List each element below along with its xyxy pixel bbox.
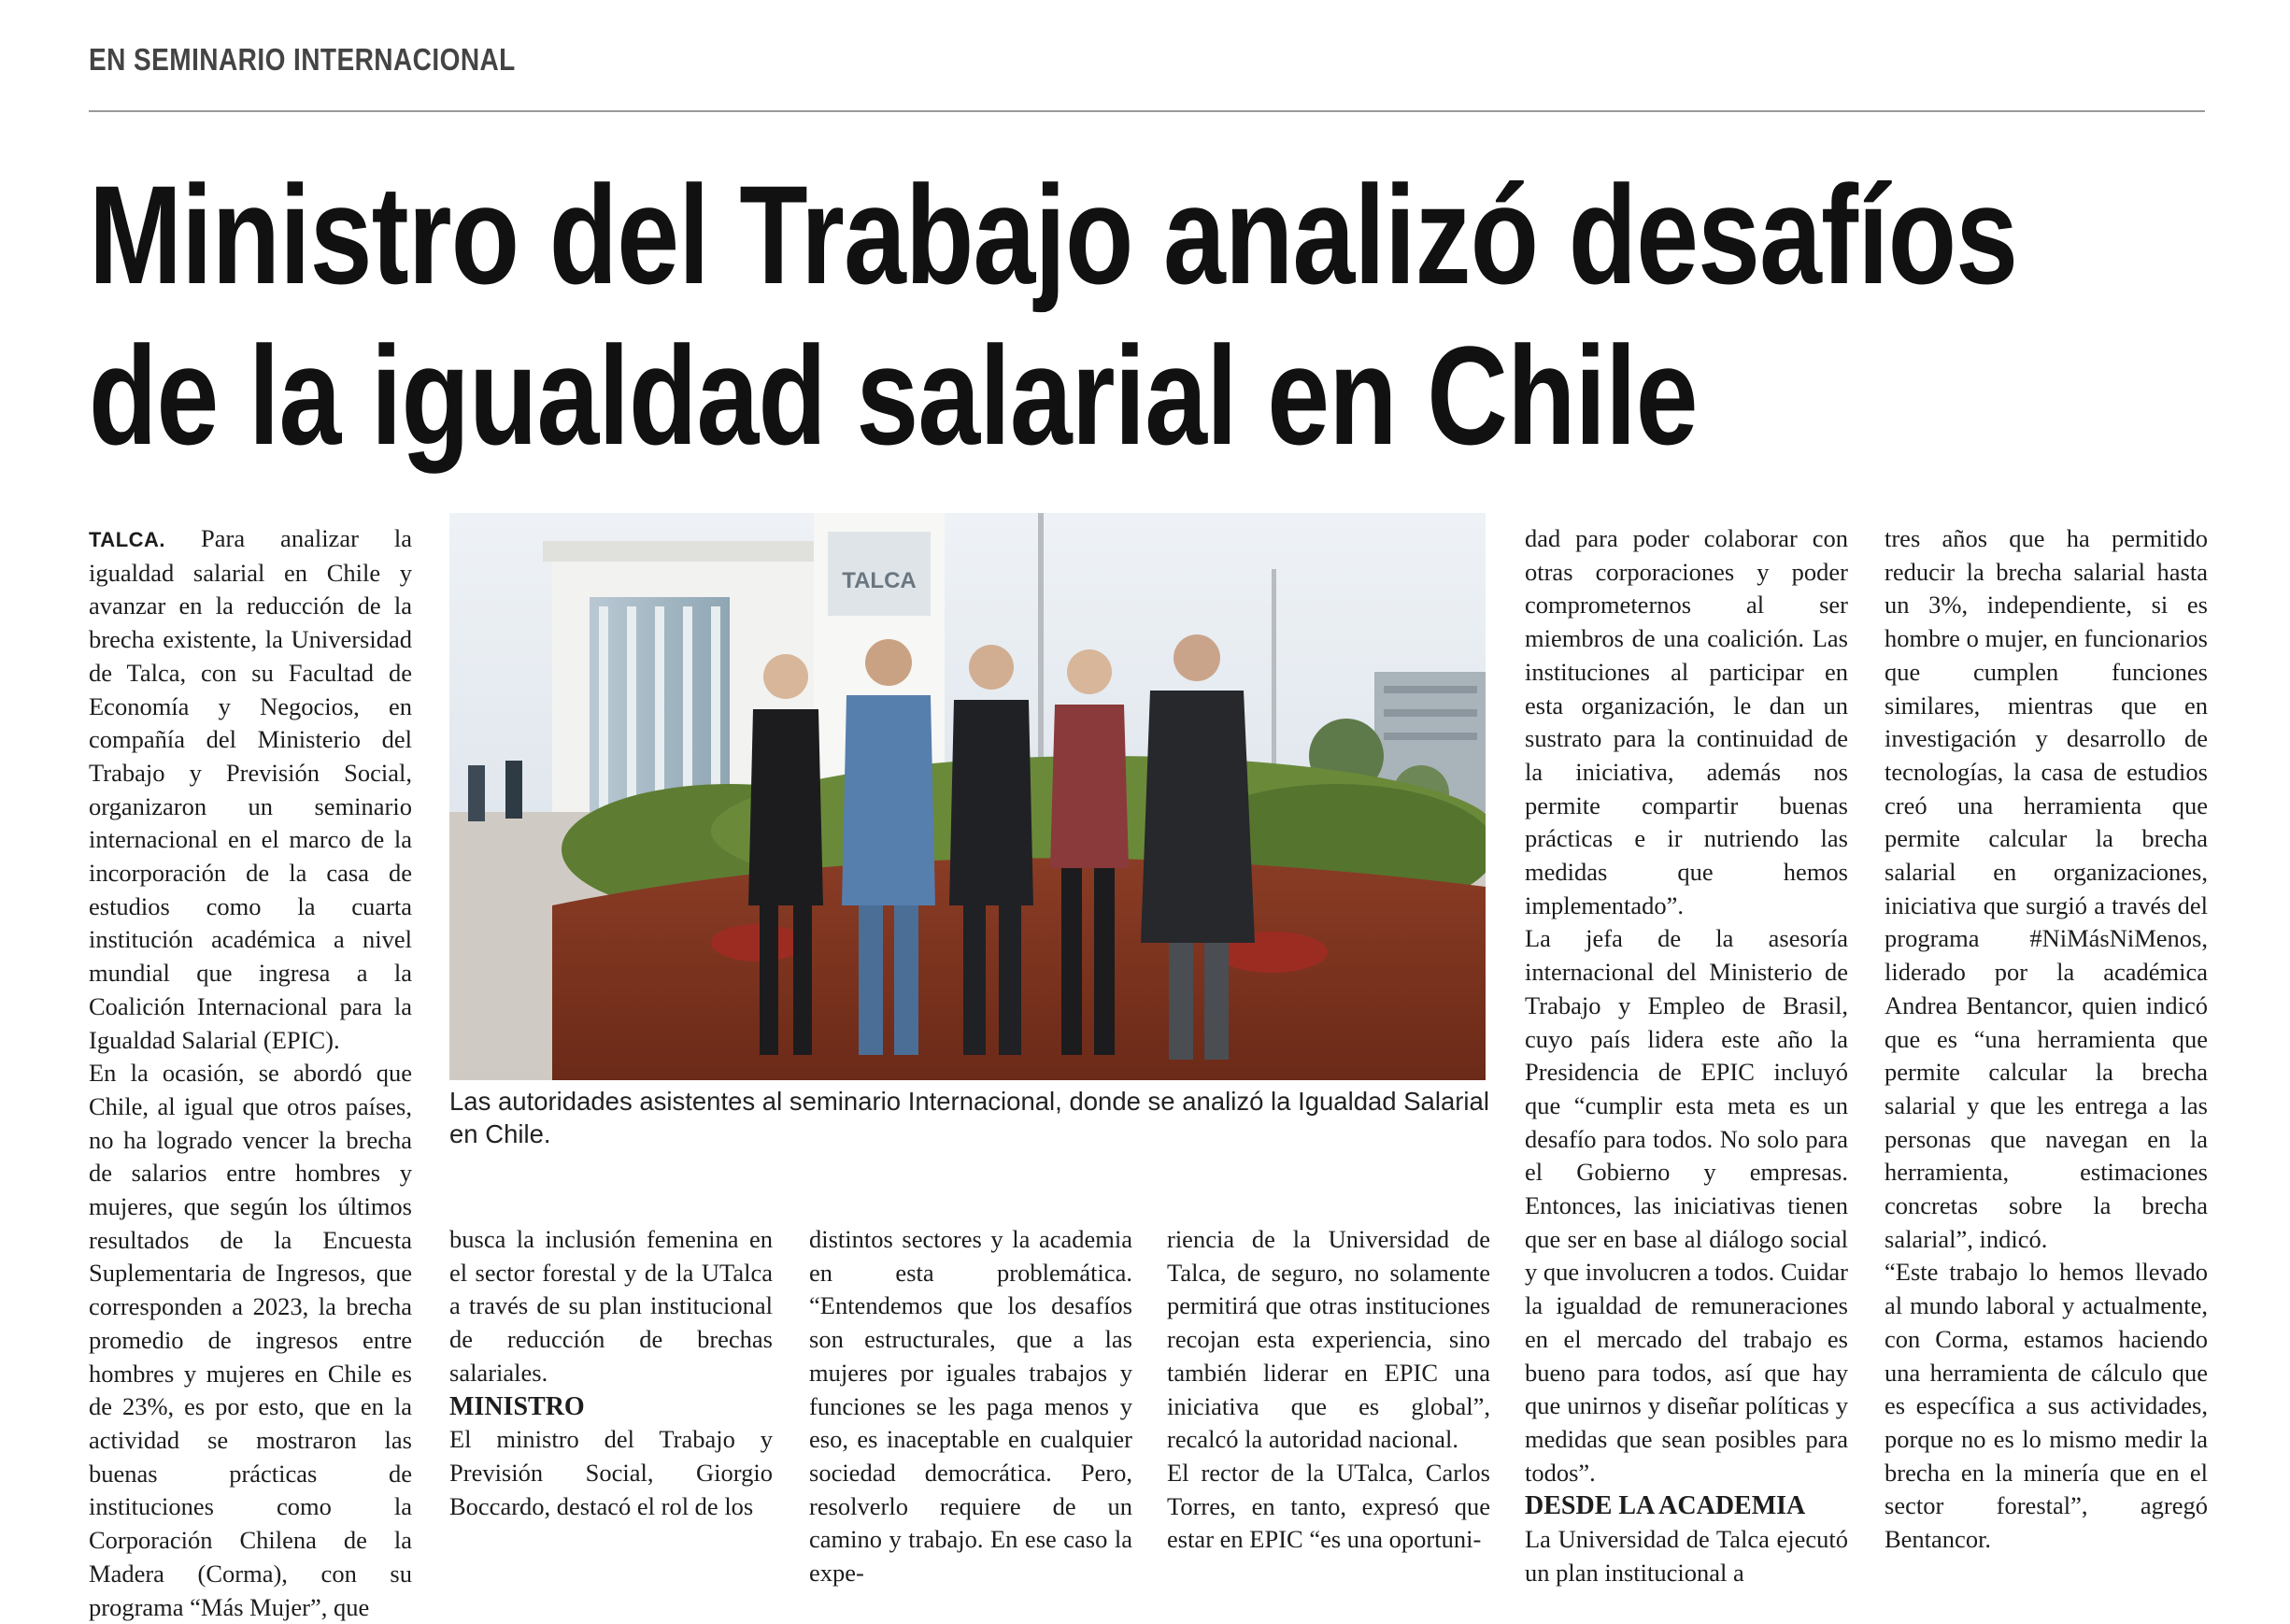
header-rule xyxy=(89,110,2205,112)
article-column-6 xyxy=(1885,522,2208,1557)
article-column-3 xyxy=(809,1223,1132,1590)
article-column-4 xyxy=(1167,1223,1490,1557)
photo-illustration xyxy=(449,513,1486,1080)
subhead-desde-la-academia: DESDE LA ACADEMIA xyxy=(1525,1491,1806,1521)
paragraph: riencia de la Universidad de Talca, de seguro, no solamente permitirá que otras instituciones recojan esta experiencia, sino también liderar en EPIC una iniciativa que es global”, recalcó la autoridad nacional. xyxy=(1167,1225,1490,1454)
paragraph: dad para poder colaborar con otras corporaciones y poder comprometernos al ser miembros de una coalición. Las instituciones al participar en esta organización, le dan un sustrato para la continuidad de la iniciativa, además nos permite compartir buenas prácticas e ir nutriendo las medidas que hemos implementado”. xyxy=(1525,524,1848,919)
paragraph-text: Para analizar la igualdad salarial en Chile y avanzar en la reducción de la brecha existente, la Universidad de Talca, con su Facultad de Economía y Negocios, en compañía del Ministerio del Trabajo y Previsión Social, organizaron un seminario internacional en el marco de la incorporación de la casa de estudios como la cuarta institución académica a nivel mundial que ingresa a la Coalición Internacional para la Igualdad Salarial (EPIC). xyxy=(89,524,412,1054)
paragraph: tres años que ha permitido reducir la brecha salarial hasta un 3%, independiente, si es hombre o mujer, en funcionarios que cumplen funciones similares, mientras que en investigación y desarrollo de tecnologías, la casa de estudios creó una herramienta que permite calcular la brecha salarial en organizaciones, iniciativa que surgió a través del programa #NiMásNiMenos, liderado por la académica Andrea Bentancor, quien indicó que es “una herramienta que permite calcular la brecha salarial y que les entrega a las personas que navegan en la herramienta, estimaciones concretas sobre la brecha salarial”, indicó. xyxy=(1885,524,2208,1253)
paragraph: “Este trabajo lo hemos llevado al mundo laboral y actualmente, con Corma, estamos haciendo una herramienta de cálculo que es específica a sus actividades, porque no es lo mismo medir la brecha en la minería que en el sector forestal”, agregó Bentancor. xyxy=(1885,1258,2208,1554)
photo-caption: Las autoridades asistentes al seminario Internacional, donde se analizó la Igualdad Salarial en Chile. xyxy=(449,1087,1489,1148)
subhead-ministro: MINISTRO xyxy=(449,1391,585,1421)
article-column-5 xyxy=(1525,522,1848,1590)
headline-line-1: Ministro del Trabajo analizó desafíos xyxy=(89,156,2018,313)
paragraph xyxy=(89,522,412,1057)
building-sign-text: TALCA xyxy=(842,568,917,593)
paragraph: busca la inclusión femenina en el sector forestal y de la UTalca a través de su plan institucional de reducción de brechas salariales. xyxy=(449,1225,773,1387)
paragraph: La Universidad de Talca ejecutó un plan institucional a xyxy=(1525,1525,1848,1587)
paragraph: distintos sectores y la academia en esta problemática. “Entendemos que los desafíos son estructurales, que a las mujeres por iguales trabajos y funciones se les paga menos y eso, es inaceptable en cualquier sociedad democrática. Pero, resolverlo requiere de un camino y trabajo. En ese caso la expe- xyxy=(809,1225,1132,1588)
article-column-1 xyxy=(89,522,412,1624)
paragraph: El ministro del Trabajo y Previsión Social, Giorgio Boccardo, destacó el rol de los xyxy=(449,1425,773,1520)
dateline: TALCA. xyxy=(89,528,166,551)
article-column-2 xyxy=(449,1223,773,1523)
section-kicker: EN SEMINARIO INTERNACIONAL xyxy=(89,42,516,77)
headline xyxy=(89,154,2018,476)
paragraph: La jefa de la asesoría internacional del Ministerio de Trabajo y Empleo de Brasil, cuyo país lidera este año la Presidencia de EPIC incluyó que “cumplir esta meta es un desafío para todos. No solo para el Gobierno y empresas. Entonces, las iniciativas tienen que ser en base al diálogo social y que involucren a todos. Cuidar la igualdad de remuneraciones en el mercado del trabajo es bueno para todos, así que hay que unirnos y diseñar políticas y medidas que sean posibles para todos”. xyxy=(1525,924,1848,1487)
headline-line-2: de la igualdad salarial en Chile xyxy=(89,317,1698,474)
article-photo xyxy=(449,513,1486,1080)
paragraph: En la ocasión, se abordó que Chile, al igual que otros países, no ha logrado vencer la brecha de salarios entre hombres y mujeres, que según los últimos resultados de la Encuesta Suplementaria de Ingresos, que corresponden a 2023, la brecha promedio de ingresos entre hombres y mujeres en Chile es de 23%, es por esto, que en la actividad se mostraron las buenas prácticas de instituciones como la Corporación Chilena de la Madera (Corma), con su programa “Más Mujer”, que xyxy=(89,1059,412,1621)
paragraph: El rector de la UTalca, Carlos Torres, en tanto, expresó que estar en EPIC “es una oportuni- xyxy=(1167,1458,1490,1554)
